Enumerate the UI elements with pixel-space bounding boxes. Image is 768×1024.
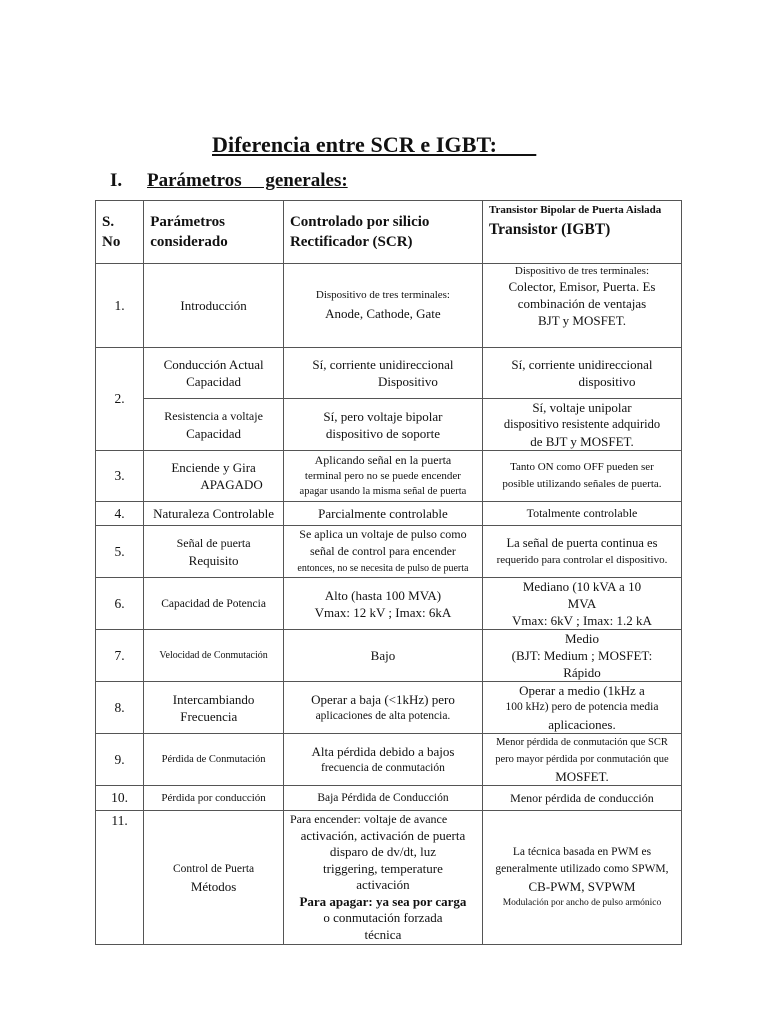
cell-line: Requisito <box>188 552 239 568</box>
cell-line: Dispositivo de tres terminales: <box>514 265 650 277</box>
row-number: 3. <box>96 451 144 502</box>
cell-line: Sí, corriente unidireccional <box>511 357 653 372</box>
cell-line: La técnica basada en PWM es <box>512 845 652 858</box>
header-igbt <box>482 201 681 264</box>
cell-line: Frecuencia <box>180 708 238 724</box>
cell-line: Aplicando señal en la puerta <box>314 453 452 467</box>
cell-line: Menor pérdida de conmutación que SCR <box>496 737 668 748</box>
igbt-cell <box>482 630 681 682</box>
cell-line: frecuencia de conmutación <box>321 761 445 774</box>
cell-line: CB-PWM, SVPWM <box>528 878 636 894</box>
scr-cell: Parcialmente controlable <box>283 502 482 526</box>
header-scr <box>283 201 482 264</box>
igbt-cell <box>482 348 681 399</box>
table-row <box>96 630 682 682</box>
scr-cell <box>283 811 482 945</box>
igbt-cell <box>482 578 681 630</box>
cell-line: Enciende y Gira <box>171 460 256 475</box>
cell-line: Sí, pero voltaje bipolar <box>323 408 443 424</box>
cell-line: Se aplica un voltaje de pulso como <box>299 527 467 541</box>
cell-line: disparo de dv/dt, luz <box>329 844 437 859</box>
header-param-line: considerado <box>150 234 228 250</box>
param-cell: Pérdida de Conmutación <box>144 734 284 786</box>
cell-line: Tanto ON como OFF pueden ser <box>510 461 654 473</box>
cell-line: o conmutación forzada <box>323 910 443 925</box>
comparison-table <box>95 200 682 945</box>
table-row <box>96 399 682 451</box>
cell-line: Sí, voltaje unipolar <box>532 400 632 415</box>
param-cell <box>144 348 284 399</box>
cell-line: activación <box>356 877 410 892</box>
param-cell: Introducción <box>144 264 284 348</box>
cell-line: Control de Puerta <box>173 862 255 875</box>
cell-line: Conducción Actual <box>163 357 264 372</box>
row-number: 7. <box>96 630 144 682</box>
cell-line: dispositivo resistente adquirido <box>503 417 661 431</box>
param-cell: Velocidad de Conmutación <box>144 630 284 682</box>
table-row <box>96 526 682 578</box>
cell-line: La señal de puerta continua es <box>506 535 658 550</box>
cell-line: Para encender: voltaje de avance <box>289 812 448 826</box>
cell-line: generalmente utilizado como SPWM, <box>495 862 669 875</box>
param-cell: Capacidad de Potencia <box>144 578 284 630</box>
cell-line: posible utilizando señales de puerta. <box>502 478 662 490</box>
header-sno <box>96 201 144 264</box>
param-cell <box>144 682 284 734</box>
table-row <box>96 786 682 811</box>
cell-line: requerido para controlar el dispositivo. <box>496 553 668 566</box>
cell-line: Rápido <box>563 665 601 680</box>
table-row <box>96 811 682 945</box>
cell-line: Alto (hasta 100 MVA) <box>324 587 442 603</box>
table-header-row <box>96 201 682 264</box>
param-cell <box>144 451 284 502</box>
cell-line: APAGADO <box>200 477 263 492</box>
section-number: I. <box>110 170 123 191</box>
cell-line: Métodos <box>190 878 237 894</box>
cell-line: Dispositivo <box>377 374 438 389</box>
cell-line: dispositivo de soporte <box>325 425 440 441</box>
header-igbt-small: Transistor Bipolar de Puerta Aislada <box>488 204 662 216</box>
cell-line: Capacidad <box>186 374 242 389</box>
header-sno-line: No <box>102 234 121 250</box>
cell-line: terminal pero no se puede encender <box>304 470 461 482</box>
cell-line: dispositivo <box>578 374 636 389</box>
scr-cell <box>283 264 482 348</box>
scr-cell <box>283 682 482 734</box>
cell-line: triggering, temperature <box>323 860 443 876</box>
scr-cell <box>283 526 482 578</box>
header-sno-line: S. <box>102 214 115 230</box>
scr-cell: Baja Pérdida de Conducción <box>283 786 482 811</box>
cell-line: apagar usando la misma señal de puerta <box>299 486 467 497</box>
table-row <box>96 264 682 348</box>
param-cell: Naturaleza Controlable <box>144 502 284 526</box>
igbt-cell <box>482 451 681 502</box>
row-number: 10. <box>96 786 144 811</box>
header-scr-line: Controlado por silicio <box>289 214 430 230</box>
row-number: 2. <box>96 348 144 451</box>
cell-line: (BJT: Medium ; MOSFET: <box>511 648 653 663</box>
table-row <box>96 348 682 399</box>
row-number: 8. <box>96 682 144 734</box>
row-number: 5. <box>96 526 144 578</box>
cell-line: Mediano (10 kVA a 10 <box>522 579 642 594</box>
cell-line: Sí, corriente unidireccional <box>312 357 454 372</box>
cell-line: BJT y MOSFET. <box>537 313 626 328</box>
cell-line: Operar a medio (1kHz a <box>519 683 645 698</box>
header-scr-line: Rectificador (SCR) <box>289 234 413 250</box>
cell-line: Para apagar: ya sea por carga <box>299 893 467 909</box>
cell-line: Vmax: 12 kV ; Imax: 6kA <box>314 604 452 620</box>
param-cell <box>144 811 284 945</box>
cell-line: Operar a baja (<1kHz) pero <box>311 691 455 707</box>
table-row <box>96 578 682 630</box>
igbt-cell <box>482 526 681 578</box>
table-row <box>96 734 682 786</box>
cell-line: entonces, no se necesita de pulso de puerta <box>297 563 469 574</box>
param-cell <box>144 399 284 451</box>
cell-line: 100 kHz) pero de potencia media <box>505 701 659 713</box>
scr-cell <box>283 578 482 630</box>
param-cell: Pérdida por conducción <box>144 786 284 811</box>
cell-line: Vmax: 6kV ; Imax: 1.2 kA <box>512 613 652 628</box>
row-number: 1. <box>96 264 144 348</box>
row-number: 6. <box>96 578 144 630</box>
cell-line: MVA <box>567 596 597 611</box>
cell-line: señal de control para encender <box>309 544 456 558</box>
header-param <box>144 201 284 264</box>
cell-line: activación, activación de puerta <box>300 827 466 843</box>
row-number: 11. <box>96 811 144 945</box>
cell-line: pero mayor pérdida por conmutación que <box>495 754 669 765</box>
cell-line: Capacidad <box>186 425 242 441</box>
table-row <box>96 451 682 502</box>
cell-line: Intercambiando <box>172 691 255 707</box>
cell-line: Alta pérdida debido a bajos <box>311 743 455 759</box>
igbt-cell <box>482 734 681 786</box>
cell-line: técnica <box>364 926 402 942</box>
cell-line: Señal de puerta <box>176 535 251 550</box>
scr-cell <box>283 399 482 451</box>
page-title: Diferencia entre SCR e IGBT: <box>212 132 537 157</box>
section-title: Parámetros generales: <box>147 170 348 191</box>
cell-line: combinación de ventajas <box>517 296 647 311</box>
igbt-cell: Totalmente controlable <box>482 502 681 526</box>
cell-line: aplicaciones. <box>548 717 616 732</box>
header-igbt-line: Transistor (IGBT) <box>488 221 611 238</box>
igbt-cell: Menor pérdida de conducción <box>482 786 681 811</box>
table-row <box>96 502 682 526</box>
scr-cell <box>283 348 482 399</box>
table-row <box>96 682 682 734</box>
row-number: 9. <box>96 734 144 786</box>
cell-line: Dispositivo de tres terminales: <box>315 289 450 301</box>
cell-line: Colector, Emisor, Puerta. Es <box>508 279 656 294</box>
cell-line: MOSFET. <box>555 769 609 784</box>
row-number: 4. <box>96 502 144 526</box>
header-param-line: Parámetros <box>150 214 225 230</box>
igbt-cell <box>482 682 681 734</box>
cell-line: Medio <box>565 631 599 646</box>
cell-line: aplicaciones de alta potencia. <box>315 709 451 722</box>
cell-line: Resistencia a voltaje <box>164 408 263 423</box>
igbt-cell <box>482 399 681 451</box>
scr-cell <box>283 451 482 502</box>
param-cell <box>144 526 284 578</box>
scr-cell: Bajo <box>283 630 482 682</box>
cell-line: Modulación por ancho de pulso armónico <box>502 897 662 908</box>
scr-cell <box>283 734 482 786</box>
igbt-cell <box>482 264 681 348</box>
igbt-cell <box>482 811 681 945</box>
cell-line: Anode, Cathode, Gate <box>325 306 441 321</box>
cell-line: de BJT y MOSFET. <box>530 434 634 449</box>
